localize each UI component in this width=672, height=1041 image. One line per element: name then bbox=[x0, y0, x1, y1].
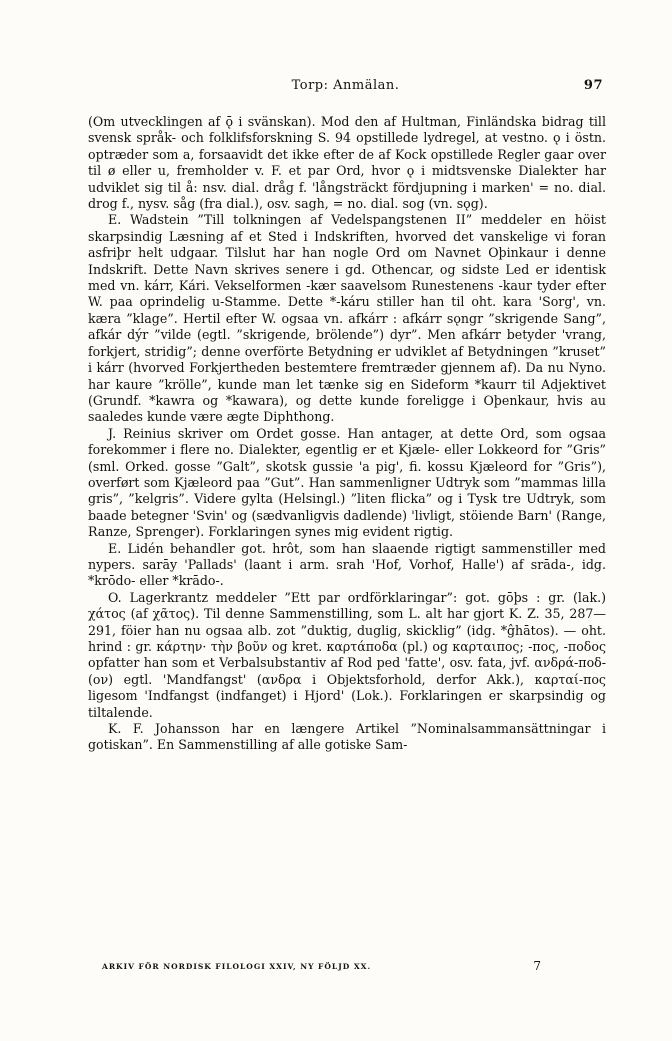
journal-footer: ARKIV FÖR NORDISK FILOLOGI XXIV, NY FÖLJD XX. bbox=[102, 962, 372, 971]
running-title: Torp: Anmälan. bbox=[291, 78, 400, 93]
paragraph-liden: E. Lidén behandler got. hrôt, som han slaaende rigtigt sammenstiller med nypers. sarāy 'Pallads' (laant i arm. srah 'Hof, Vorhof, Halle') af srāda-, idg. *krōdo- eller *krādo-. bbox=[88, 540, 606, 589]
signature-mark: 7 bbox=[533, 959, 542, 973]
body-text bbox=[88, 114, 606, 754]
page-number: 97 bbox=[583, 78, 603, 93]
paragraph-vowel-development: (Om utvecklingen af ǭ i svänskan). Mod den af Hultman, Finländska bidrag till svensk språk- och folklifsforskning S. 94 opstillede lydregel, at vestno. ǫ i östn. optræder som a, forsaavidt det ikke efter de af Kock opstillede Regler gaar over til ø eller u, fremholder v. F. et par Ord, hvor ǫ i midtsvenske Dialekter har udviklet sig til å: nsv. dial. dråg f. 'långsträckt fördjupning i marken' = no. dial. drog f., nysv. såg (fra dial.), osv. sagh, = no. dial. sog (vn. sǫg). bbox=[88, 114, 606, 212]
running-head bbox=[88, 78, 603, 98]
paragraph-johansson: K. F. Johansson har en længere Artikel ”Nominalsammansättningar i gotiskan”. En Sammenstilling af alle gotiske Sam- bbox=[88, 721, 606, 753]
paragraph-wadstein: E. Wadstein ”Till tolkningen af Vedelspangstenen II” meddeler en höist skarpsindig Læsning af et Sted i Indskriften, hvorved det vanskelige vi foran asfriþr helt udgaar. Tilslut har han nogle Ord om Navnet Oþinkaur i denne Indskrift. Dette Navn skrives senere i gd. Othencar, og sidste Led er identisk med vn. kárr, Kári. Vekselformen -kær saavelsom Runestenens -kaur tyder efter W. paa oprindelig u-Stamme. Dette *-káru stiller han til oht. kara 'Sorg', vn. kæra ”klage”. Hertil efter W. ogsaa vn. afkárr : afkárr sǫngr ”skrigende Sang”, afkár dýr ”vilde (egtl. ”skrigende, brölende”) dyr”. Men afkárr betyder 'vrang, forkjert, stridig”; denne overförte Betydning er udviklet af Betydningen ”kruset” i kárr (hvorved Forkjertheden bestemtere fremtræder gjennem af). Da nu Nyno. har kaure ”krölle”, kunde man let tænke sig en Sideform *kaurr til Adjektivet (Grundf. *kawra og *kawara), og dette kunde foreligge i Oþenkaur, hvis au saaledes kunde være ægte Diphthong. bbox=[88, 212, 606, 425]
paragraph-reinius: J. Reinius skriver om Ordet gosse. Han antager, at dette Ord, som ogsaa forekommer i flere no. Dialekter, egentlig er et Kjæle- eller Lokkeord for ”Gris” (sml. Orked. gosse ”Galt”, skotsk gussie 'a pig', fi. kossu Kjæleord for ”Gris”), overført som Kjæleord paa ”Gut”. Han sammenligner Udtryk som ”mammas lilla gris”, ”kelgris”. Videre gylta (Helsingl.) ”liten flicka” og i Tysk tre Udtryk, som baade betegner 'Svin' og (sædvanligvis dadlende) 'livligt, stöiende Barn' (Range, Ranze, Sprenger). Forklaringen synes mig evident rigtig. bbox=[88, 425, 606, 540]
footer bbox=[102, 959, 542, 976]
paragraph-lagerkrantz: O. Lagerkrantz meddeler ”Ett par ordförklaringar”: got. gōþs : gr. (lak.) χάτος (af χᾶτος). Til denne Sammenstilling, som L. alt har gjort K. Z. 35, 287—291, föier han nu ogsaa alb. zot ”duktig, duglig, skicklig” (idg. *ĝhātos). — oht. hrind : gr. κάρτην· τὴν βοῦν og kret. καρτάποδα (pl.) og καρταιπος; -πος, -ποδος opfatter han som et Verbalsubstantiv af Rod ped 'fatte', osv. fata, jvf. ανδρά-ποδ-(ον) egtl. 'Mandfangst' (ανδρα i Objektsforhold, derfor Akk.), καρταί-πος ligesom 'Indfangst (indfanget) i Hjord' (Lok.). Forklaringen er skarpsindig og tiltalende. bbox=[88, 589, 606, 720]
